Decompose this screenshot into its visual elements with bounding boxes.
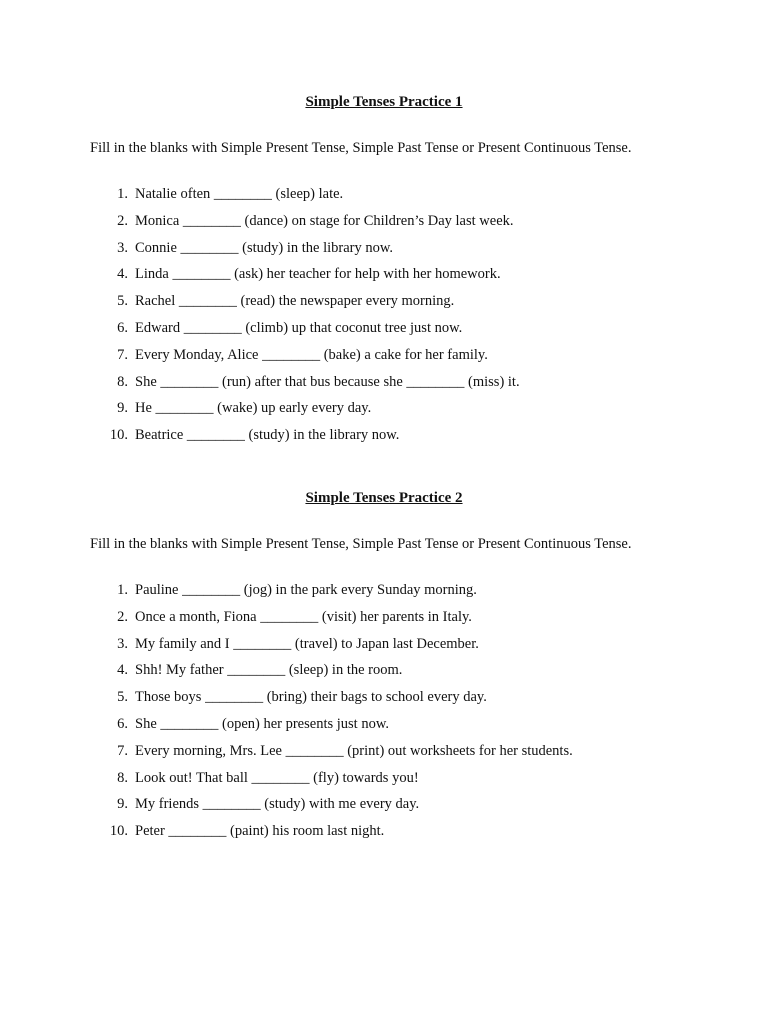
question-number: 10. [109,427,128,444]
question-text: My friends ________ (study) with me every day. [135,796,420,813]
practice-2-instructions: Fill in the blanks with Simple Present Tense, Simple Past Tense or Present Continuous Tense. [90,536,632,552]
question-number: 6. [117,715,128,732]
question-number: 9. [117,400,128,417]
question-number: 10. [109,823,128,840]
question-text: She ________ (open) her presents just now. [135,715,389,732]
question-number: 2. [117,608,128,625]
question-number: 3. [117,239,128,256]
question-text: She ________ (run) after that bus because she ________ (miss) it. [135,373,520,390]
question-text: Peter ________ (paint) his room last night. [135,823,385,840]
question-text: Edward ________ (climb) up that coconut tree just now. [135,319,463,336]
question-text: Look out! That ball ________ (fly) towards you! [135,769,419,786]
question-text: Monica ________ (dance) on stage for Children’s Day last week. [135,212,514,229]
practice-1-title: Simple Tenses Practice 1 [305,94,463,110]
question-text: My family and I ________ (travel) to Japan last December. [135,635,479,652]
question-number: 8. [117,373,128,390]
practice-2-section [0,488,768,840]
question-text: Rachel ________ (read) the newspaper every morning. [135,293,455,310]
question-number: 4. [117,266,128,283]
question-number: 4. [117,662,128,679]
practice-1-instructions: Fill in the blanks with Simple Present Tense, Simple Past Tense or Present Continuous Tense. [90,140,632,156]
question-text: He ________ (wake) up early every day. [135,400,372,417]
question-text: Connie ________ (study) in the library now. [135,239,394,256]
practice-2-title: Simple Tenses Practice 2 [305,490,463,506]
practice-1-section [0,92,768,444]
question-text: Every morning, Mrs. Lee ________ (print) out worksheets for her students. [135,742,573,759]
question-number: 7. [117,346,128,363]
question-number: 8. [117,769,128,786]
question-number: 5. [117,689,128,706]
question-number: 3. [117,635,128,652]
question-text: Every Monday, Alice ________ (bake) a cake for her family. [135,346,488,363]
question-text: Pauline ________ (jog) in the park every Sunday morning. [135,582,477,598]
question-number: 9. [117,796,128,813]
question-number: 5. [117,293,128,310]
question-text: Those boys ________ (bring) their bags to school every day. [135,689,487,706]
question-number: 6. [117,319,128,336]
question-text: Linda ________ (ask) her teacher for help with her homework. [135,266,501,283]
question-number: 1. [117,186,128,202]
question-number: 7. [117,742,128,759]
question-number: 2. [117,212,128,229]
question-number: 1. [117,582,128,598]
question-text: Beatrice ________ (study) in the library now. [135,427,400,444]
question-text: Once a month, Fiona ________ (visit) her parents in Italy. [135,608,472,625]
question-text: Natalie often ________ (sleep) late. [135,186,344,202]
question-text: Shh! My father ________ (sleep) in the room. [135,662,403,679]
